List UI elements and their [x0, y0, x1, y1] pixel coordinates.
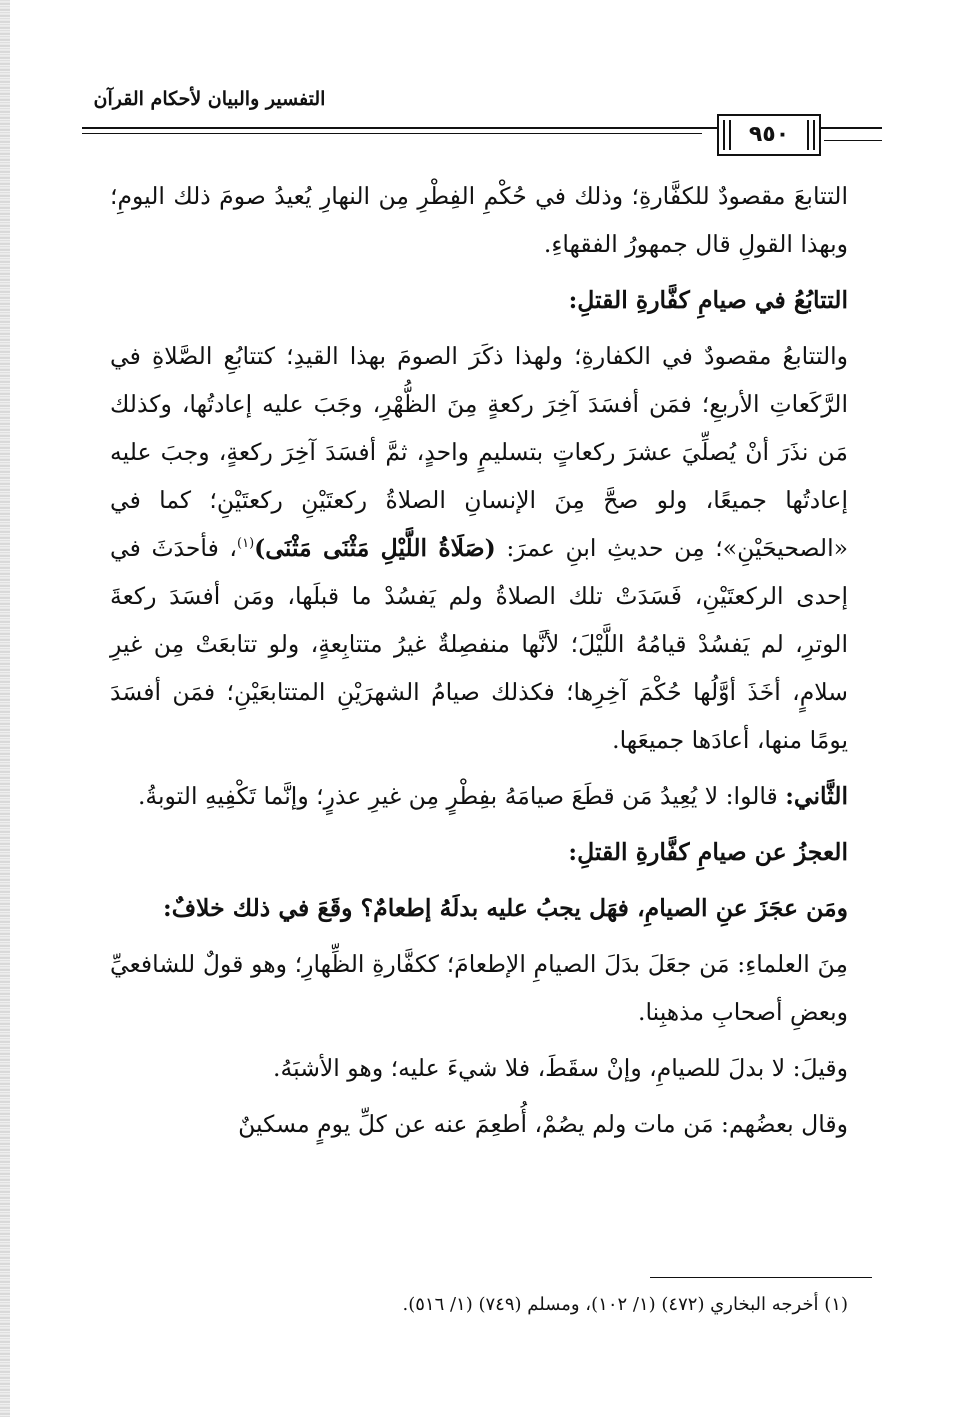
main-text — [110, 172, 848, 1156]
question-text: ومَن عجَزَ عنِ الصيامِ، فهَل يجبُ عليه بدلَهُ إطعامٌ؟ وقَعَ في ذلك خلافٌ: — [163, 894, 848, 922]
header-rule-thin — [82, 133, 702, 134]
paragraph: وقال بعضُهم: مَن مات ولم يصُمْ، أُطعِمَ عنه عن كلِّ يومٍ مسكينٌ — [238, 1110, 848, 1138]
paragraph: مِنَ العلماءِ: مَن جعَلَ بدَلَ الصيامِ الإطعامَ؛ ككفَّارةِ الظِّهارِ؛ وهو قولٌ للشافعيِّ وبعضِ أصحابِ مذهبِنا. — [110, 950, 848, 1026]
book-title: التفسير والبيان لأحكام القرآن — [93, 88, 326, 110]
section-heading: التتابُعُ في صيامِ كفَّارةِ القتلِ: — [568, 286, 848, 314]
footnote-rule — [650, 1277, 872, 1278]
page-header — [82, 82, 882, 160]
paragraph: وقيلَ: لا بدلَ للصيامِ، وإنْ سقَطَ، فلا شيءَ عليه؛ وهو الأشبَهُ. — [273, 1054, 848, 1082]
footnote: (١) أخرجه البخاري (٤٧٢) (١/ ١٠٢)، ومسلم (٧٤٩) (١/ ٥١٦). — [402, 1294, 848, 1315]
hadith-quote: (صَلَاةُ اللَّيْلِ مَثْنَى مَثْنَى) — [254, 534, 496, 562]
paragraph-text: والتتابعُ مقصودٌ في الكفارةِ؛ ولهذا ذكَرَ الصومَ بهذا القيدِ؛ كتتابُعِ الصَّلاةِ في الرَّكَعاتِ الأربعِ؛ فمَن أفسَدَ آخِرَ ركعةٍ مِنَ الظُّهْرِ، وجَبَ عليه إعادتُها، وكذلك مَن نذَرَ أنْ يُصلِّيَ عشرَ ركعاتٍ بتسليمٍ واحدٍ، ثمَّ أفسَدَ آخِرَ ركعةٍ، وجبَ عليه إعادتُها جميعًا، ولو صحَّ مِنَ الإنسانِ الصلاةُ ركعتَيْنِ ركعتَيْنِ؛ كما في «الصحيحَيْنِ»؛ مِن حديثِ ابنِ عمرَ: — [110, 342, 848, 562]
paragraph — [110, 332, 848, 764]
point-lead: الثَّاني: — [785, 782, 848, 810]
scan-edge — [0, 0, 10, 1417]
footnote-ref: (١) — [237, 536, 255, 552]
section-heading: العجزُ عن صيامِ كفَّارةِ القتلِ: — [568, 838, 848, 866]
paragraph — [110, 772, 848, 820]
header-tail-rule — [824, 140, 882, 141]
page-number: ٩٥٠ — [717, 114, 821, 156]
paragraph-text: قالوا: لا يُعِيدُ مَن قطَعَ صيامَهُ بفِطْرٍ مِن غيرِ عذرٍ؛ وإنَّما تَكْفِيهِ التوبةُ. — [137, 782, 786, 810]
paragraph-text: ، فأحدَثَ في إحدى الركعتَيْنِ، فَسَدَتْ تلك الصلاةُ ولم يَفسُدْ ما قبلَها، ومَن أفسَدَ ركعةَ الوترِ، لم يَفسُدْ قيامُهُ اللَّيْلَ؛ لأنَّها منفصِلةٌ غيرُ متتابِعةٍ، ولو تتابعَتْ مِن غيرِ سلامٍ، أخَذَ أوَّلُها حُكْمَ آخِرِها؛ فكذلك صيامُ الشهرَيْنِ المتتابعَيْنِ؛ فمَن أفسَدَ يومًا منها، أعادَها جميعَها. — [110, 534, 848, 754]
paragraph: التتابعَ مقصودٌ للكفَّارةِ؛ وذلك في حُكْمِ الفِطْرِ مِن النهارِ يُعيدُ صومَ ذلك اليومِ؛ وبهذا القولِ قال جمهورُ الفقهاءِ. — [110, 182, 848, 258]
